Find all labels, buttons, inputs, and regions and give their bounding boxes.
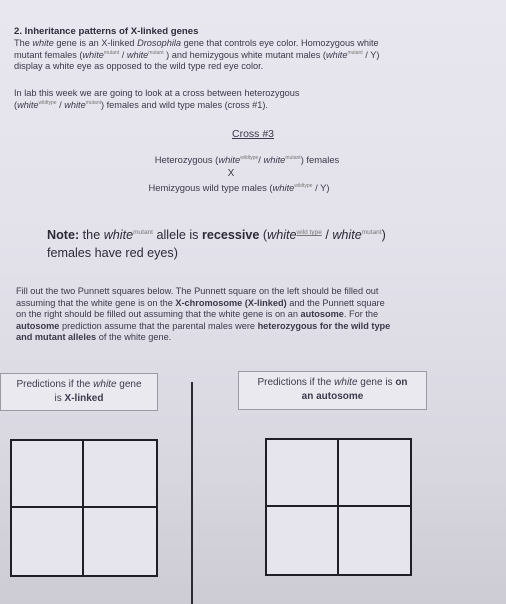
allele-superscript: mutant xyxy=(347,49,363,56)
punnett-square-right xyxy=(265,438,412,576)
note-line-1 xyxy=(47,226,386,244)
prediction-text: is xyxy=(54,393,65,404)
cross-times-symbol: X xyxy=(227,168,235,179)
page-divider-line xyxy=(191,382,193,604)
gene-name: white xyxy=(272,182,295,193)
note-text: allele is xyxy=(152,228,202,242)
instruction-text: assuming that the white gene is on the xyxy=(16,297,176,308)
gene-name: white xyxy=(126,49,149,60)
punnett-right-horizontal-line xyxy=(267,505,410,507)
cross-male-line xyxy=(0,182,492,193)
section-title-text: 2. Inheritance patterns of X-linked genes xyxy=(14,26,199,37)
intro-text: gene is an X-linked xyxy=(53,38,138,48)
gene-name: white xyxy=(64,99,86,110)
gene-name: white xyxy=(325,49,348,60)
allele-superscript: mutant xyxy=(285,154,301,161)
note-text: ) xyxy=(381,228,386,242)
lab-text: ) females and wild type males (cross #1). xyxy=(101,99,268,110)
cross-text: / xyxy=(258,154,264,165)
prediction-text: Predictions if the xyxy=(16,379,94,390)
cross-text: ) females xyxy=(300,154,340,165)
allele-superscript: wildtype xyxy=(38,99,57,106)
gene-name: white xyxy=(103,228,134,242)
gene-name: white xyxy=(32,38,54,48)
instruction-text: and the Punnett square xyxy=(286,297,385,308)
intro-text: / Y) xyxy=(362,49,380,60)
allele-superscript: wildtype xyxy=(294,182,313,189)
note-label: Note: xyxy=(47,228,80,242)
intro-text: / xyxy=(119,49,127,60)
prediction-emphasis: X-linked xyxy=(64,393,104,404)
allele-superscript: mutant xyxy=(361,228,382,236)
gene-name: white xyxy=(93,379,117,390)
instruction-line-2 xyxy=(16,298,385,310)
note-text: the xyxy=(79,228,104,242)
intro-line-1 xyxy=(14,38,379,50)
intro-line-3 xyxy=(14,61,263,73)
instruction-text: prediction assume that the parental males were xyxy=(59,320,258,331)
prediction-box-x-linked xyxy=(0,373,158,411)
section-title xyxy=(14,26,198,38)
gene-name: white xyxy=(82,49,104,60)
instruction-line-4 xyxy=(16,321,390,333)
cross-text: Heterozygous ( xyxy=(154,154,219,165)
gene-name: white xyxy=(267,228,297,242)
lab-text: In lab this week we are going to look at a cross between heterozygous xyxy=(14,88,300,98)
instruction-emphasis: and mutant alleles xyxy=(16,332,97,342)
note-line-2: females have red eyes) xyxy=(47,246,178,260)
punnett-square-left xyxy=(10,439,158,577)
prediction-left-line-1 xyxy=(1,378,157,392)
instruction-text: . For the xyxy=(343,309,379,319)
instruction-emphasis: heterozygous for the wild type xyxy=(257,320,391,331)
gene-name: white xyxy=(17,99,39,110)
allele-superscript: wild type xyxy=(296,228,322,236)
cross-female-line xyxy=(0,154,500,165)
instruction-emphasis: autosome xyxy=(16,320,60,331)
instruction-emphasis: X-chromosome (X-linked) xyxy=(175,297,287,308)
note-block xyxy=(47,226,386,262)
punnett-left-horizontal-line xyxy=(12,506,156,508)
instruction-text: of the white gene. xyxy=(96,332,172,342)
allele-superscript: mutant xyxy=(85,99,102,106)
intro-text: ) and hemizygous white mutant males ( xyxy=(163,49,326,60)
intro-text: display a white eye as opposed to the wild type red eye color. xyxy=(14,61,264,71)
prediction-right-line-2: an autosome xyxy=(301,391,364,402)
prediction-text: gene xyxy=(116,379,142,390)
cross-title: Cross #3 xyxy=(231,128,274,140)
lab-text: / xyxy=(56,99,65,110)
instruction-line-1 xyxy=(16,286,378,298)
cross-text: Hemizygous wild type males ( xyxy=(148,182,273,193)
gene-name: white xyxy=(334,377,358,388)
allele-superscript: mutant xyxy=(133,228,153,236)
lab-text: ( xyxy=(14,99,18,110)
instruction-text: Fill out the two Punnett squares below. The Punnett square on the left should be filled out xyxy=(16,286,379,296)
instruction-line-5 xyxy=(16,332,171,344)
species-name: Drosophila xyxy=(137,38,182,48)
instruction-emphasis: autosome xyxy=(300,309,344,319)
allele-superscript: wildtype xyxy=(240,154,259,161)
lab-line-2 xyxy=(14,100,268,112)
prediction-right-line-1 xyxy=(239,376,426,390)
gene-name: white xyxy=(218,154,241,165)
allele-superscript: mutant xyxy=(103,49,120,56)
prediction-left-line-2 xyxy=(1,392,157,406)
prediction-box-autosome xyxy=(238,371,427,410)
prediction-emphasis: on xyxy=(395,377,408,388)
prediction-text: gene is xyxy=(357,377,396,388)
note-text: ( xyxy=(259,228,268,242)
note-text: / xyxy=(321,228,333,242)
punnett-right-vertical-line xyxy=(337,440,339,574)
allele-superscript: mutant xyxy=(148,49,164,56)
intro-text: mutant females ( xyxy=(14,49,83,60)
prediction-text: Predictions if the xyxy=(257,377,335,388)
intro-text: gene that controls eye color. Homozygous white xyxy=(181,38,379,48)
gene-name: white xyxy=(332,228,362,242)
instruction-line-3 xyxy=(16,309,378,321)
intro-text: The xyxy=(14,38,33,48)
gene-name: white xyxy=(263,154,286,165)
lab-line-1 xyxy=(14,88,300,100)
note-emphasis: recessive xyxy=(201,228,260,242)
punnett-left-vertical-line xyxy=(82,441,84,575)
cross-text: / Y) xyxy=(312,182,330,193)
intro-line-2 xyxy=(14,50,379,62)
instruction-text: on the right should be filled out assuming that the white gene is on an xyxy=(16,309,301,319)
